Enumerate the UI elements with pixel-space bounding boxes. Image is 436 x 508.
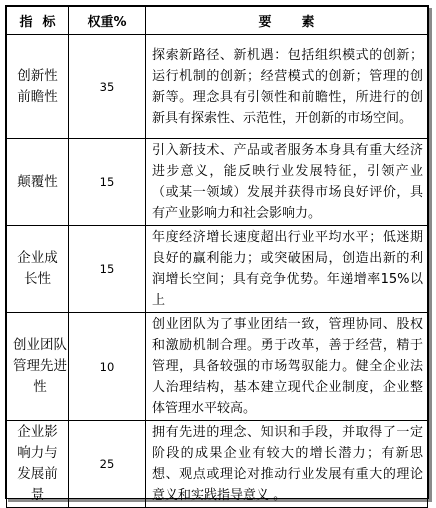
table-row xyxy=(7,226,428,313)
row-indicator-name: 创业团队管理先进性 xyxy=(7,313,69,421)
table-row xyxy=(7,421,428,508)
table-header-row xyxy=(7,7,428,35)
row-weight: 15 xyxy=(69,226,146,313)
header-weight: 权重% xyxy=(69,7,146,35)
row-indicator-name: 企业成长性 xyxy=(7,226,69,313)
row-weight: 15 xyxy=(69,139,146,226)
row-indicator-name: 颠覆性 xyxy=(7,139,69,226)
row-indicator-name: 创新性前瞻性 xyxy=(7,35,69,139)
row-indicator-name: 企业影响力与发展前景 xyxy=(7,421,69,508)
table-row xyxy=(7,313,428,421)
table-row xyxy=(7,35,428,139)
row-description: 创业团队为了事业团结一致，管理协同、股权和激励机制合理。勇于改革，善于经营，精于管理，具备较强的市场驾驭能力。健全企业法人治理结构，基本建立现代企业制度，企业整体管理水平较高。 xyxy=(146,313,428,421)
row-weight: 10 xyxy=(69,313,146,421)
row-description: 探索新路径、新机遇：包括组织模式的创新；运行机制的创新；经营模式的创新；管理的创新等。理念具有引领性和前瞻性，所进行的创新具有探索性、示范性，开创新的市场空间。 xyxy=(146,35,428,139)
row-description: 引入新技术、产品或者服务本身具有重大经济进步意义，能反映行业发展特征，引领产业（或某一领域）发展并获得市场良好评价，具有产业影响力和社会影响力。 xyxy=(146,139,428,226)
requirements-table-frame xyxy=(5,5,429,503)
row-description: 年度经济增长速度超出行业平均水平；低迷期良好的赢利能力；或突破困局，创造出新的利润增长空间；具有竞争优势。年递增率15%以上 xyxy=(146,226,428,313)
header-indicator: 指标 xyxy=(7,7,69,35)
header-requirements: 要素 xyxy=(146,7,428,35)
row-weight: 35 xyxy=(69,35,146,139)
evaluation-criteria-table xyxy=(6,6,428,508)
row-description: 拥有先进的理念、知识和手段，并取得了一定阶段的成果企业有较大的增长潜力；有新思想、观点或理论对推动行业发展有重大的理论意义和实践指导意义 。 xyxy=(146,421,428,508)
row-weight: 25 xyxy=(69,421,146,508)
table-row xyxy=(7,139,428,226)
